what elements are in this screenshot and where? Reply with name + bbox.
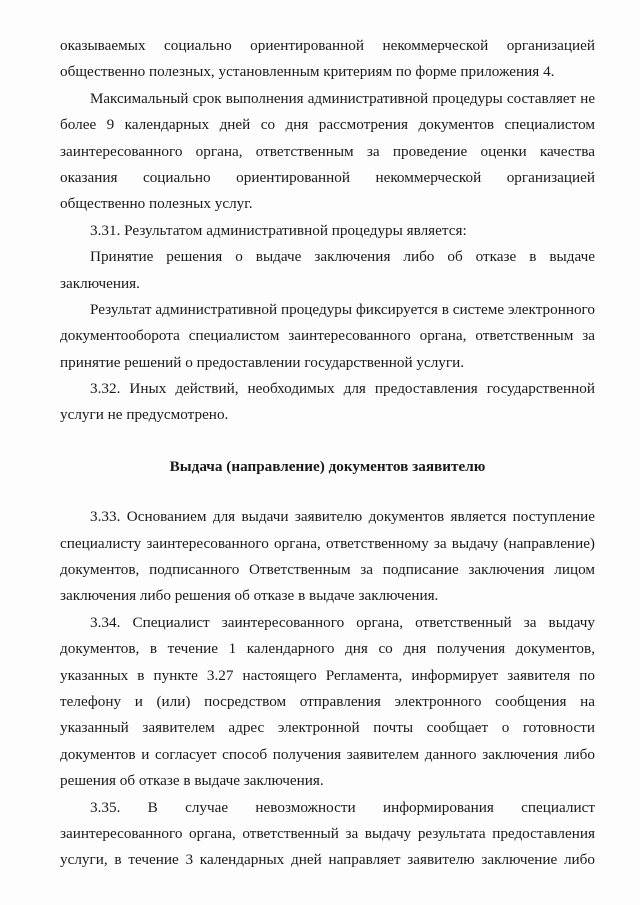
text-line: оказываемых социально ориентированной некоммерческой организацией bbox=[60, 37, 595, 54]
text-line: Принятие решения о выдаче заключения либо об отказе в выдаче bbox=[90, 248, 595, 266]
text-line: услуги не предусмотрено. bbox=[60, 406, 229, 424]
text-line: Максимальный срок выполнения административной процедуры составляет не bbox=[90, 90, 595, 107]
section-heading: Выдача (направление) документов заявителю bbox=[169, 457, 486, 475]
text-line: 3.31. Результатом административной процедуры является: bbox=[90, 221, 467, 239]
text-line: общественно полезных услуг. bbox=[60, 195, 253, 213]
text-line: телефону и (или) посредством отправления электронного сообщения на bbox=[60, 692, 595, 710]
document-body bbox=[60, 33, 595, 874]
text-line: принятие решений о предоставлении государственной услуги. bbox=[60, 353, 465, 371]
text-line: 3.35. В случае невозможности информирования специалист bbox=[90, 798, 595, 816]
text-line: оказания социально ориентированной некоммерческой организацией bbox=[60, 168, 595, 186]
text-line: документооборота специалистом заинтересованного органа, ответственным за bbox=[60, 327, 595, 345]
text-line: специалисту заинтересованного органа, ответственному за выдачу (направление) bbox=[60, 534, 595, 552]
text-line: указанных в пункте 3.27 настоящего Регламента, информирует заявителя по bbox=[60, 666, 595, 684]
text-line: документов, в течение 1 календарного дня со дня получения документов, bbox=[60, 640, 595, 658]
text-line: решения об отказе в выдаче заключения. bbox=[60, 772, 324, 790]
text-line: 3.32. Иных действий, необходимых для предоставления государственной bbox=[90, 380, 595, 398]
text-line: заключения. bbox=[60, 274, 140, 292]
text-line: заключения либо решения об отказе в выдаче заключения. bbox=[60, 587, 439, 605]
text-line: более 9 календарных дней со дня рассмотрения документов специалистом bbox=[60, 116, 595, 134]
text-line: указанный заявителем адрес электронной почты сообщает о готовности bbox=[60, 719, 595, 737]
text-line: заинтересованного органа, ответственный за выдачу результата предоставления bbox=[60, 824, 595, 842]
text-line: Результат административной процедуры фиксируется в системе электронного bbox=[90, 300, 595, 318]
text-line: документов, подписанного Ответственным за подписание заключения лицом bbox=[60, 561, 595, 579]
text-line: документов и согласует способ получения заявителем данного заключения либо bbox=[60, 745, 595, 763]
text-line: заинтересованного органа, ответственным за проведение оценки качества bbox=[60, 142, 595, 160]
text-line: общественно полезных, установленным критериям по форме приложения 4. bbox=[60, 63, 555, 81]
text-line: 3.34. Специалист заинтересованного органа, ответственный за выдачу bbox=[90, 613, 595, 631]
text-line: 3.33. Основанием для выдачи заявителю документов является поступление bbox=[90, 508, 595, 526]
text-line: услуги, в течение 3 календарных дней направляет заявителю заключение либо bbox=[60, 851, 595, 869]
